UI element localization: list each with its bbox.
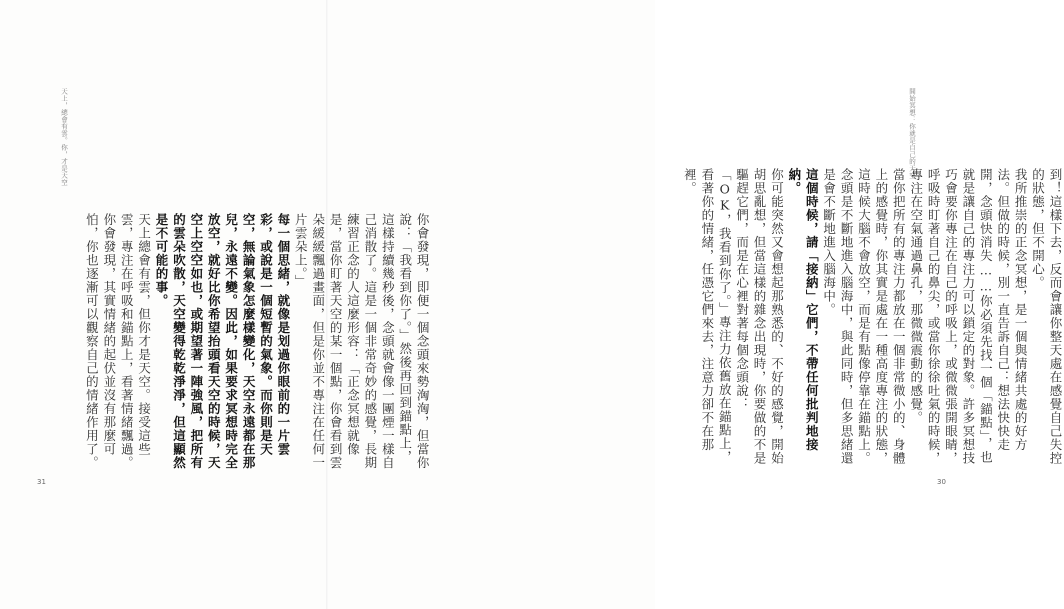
right-paragraph-4: 這個時候，請「接納」它們，不帶任何批判地接納。 — [786, 168, 820, 452]
left-paragraph-1: 你會發現，即便一個念頭來勢洶洶，但當你說：「我看到你了。」然後再回到錨點上，這樣持續幾秒後，念頭就會像一團煙一樣自己消散了。這是一個非常奇妙的感覺，長期練習正念的人這麼形容：「正念冥想就像是，當你盯著天空的某一個點，你會看到雲朵緩緩飄過畫面，但是你並不專注在任何一片雲朵上。」 — [293, 213, 431, 470]
right-paragraph-1: 到！這樣下去，反而會讓你整天處在感覺自己失控的狀態，但不開心。 — [1030, 168, 1063, 465]
left-page — [0, 0, 431, 609]
right-page — [328, 0, 1063, 609]
right-page-number: 30 — [937, 478, 946, 486]
left-paragraph-2: 每一個思緒，就像是划過你眼前的一片雲彩，或說是一個短暫的氣象。而你則是天空，無論氣象怎麼樣變化，天空永遠都在那兒，永遠不變。因此，如果要求冥想時完全放空，就好比你希望抬頭看天空的時候，天空上空空如也，或期望著一陣強風，把所有的雲朵吹散，天空變得乾乾淨淨，但這顯然是不可能的事。 — [154, 213, 291, 470]
right-paragraph-2: 我所推崇的正念冥想，是一個與情緒共處的好方法。但做的時候，別一直告訴自己：想法快快走開，念頭快消失……你必須先找一個「錨點」，也就是讓自己的專注力可以鎖定的對象。許多冥想技巧會要你專注在自己的呼吸上，或微微張開眼睛，呼吸時盯著自己的鼻尖，或當你徐徐吐氣的時候，專注在空氣通過鼻孔，那微微震動的感覺。 — [908, 168, 1029, 465]
right-paragraph-5: 你可能突然又會想起那熟悉的、不好的感覺，開始胡思亂想，但當這樣的雜念出現時，你要做的不是驅趕它們，而是在心裡對著每個念頭說：「OK，我看到你了。」專注力依舊放在錨點上，看著你的情緒，任憑它們來去，注意力卻不在那裡。 — [682, 168, 785, 465]
right-page-body — [681, 168, 1064, 468]
right-running-head: 開始冥想：你就是自己的天空 — [908, 88, 916, 179]
right-paragraph-3: 當你把所有的專注力都放在一個非常微小的、身體上的感覺時，你其實是處在一種高度專注的狀態，這時候大腦不會放空，而是有點像停靠在錨點上。念頭是不斷地進入腦海中，與此同時，但多思緒還是會不斷地進入腦海中。 — [821, 168, 907, 465]
left-running-head: 天上，總會有雲。你，才是天空 — [60, 88, 68, 186]
left-paragraph-3: 天上總會有雲，但你才是天空。接受這些雲，專注在呼吸和錨點上，看著情緒飄過。你會發現，其實情緒的起伏並沒有那麼可怕，你也逐漸可以觀察自己的情緒作用了。 — [84, 213, 152, 470]
left-page-number: 31 — [37, 478, 46, 486]
